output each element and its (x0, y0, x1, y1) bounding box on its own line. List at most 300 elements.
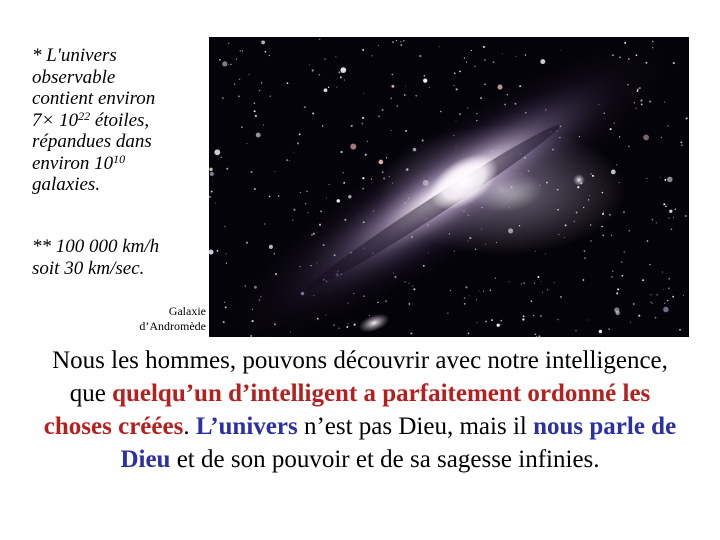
star (405, 130, 407, 132)
star (261, 40, 265, 44)
star (254, 110, 256, 112)
star (289, 160, 290, 161)
star (269, 245, 273, 249)
star (574, 221, 575, 222)
star (410, 332, 412, 334)
star (304, 106, 306, 108)
star (392, 74, 394, 76)
star (539, 335, 541, 337)
star (588, 320, 589, 321)
star (523, 282, 525, 284)
star (392, 41, 394, 43)
star (669, 210, 672, 213)
star (424, 75, 425, 76)
star (335, 56, 336, 57)
star (673, 62, 675, 64)
star (471, 50, 472, 51)
note-line: 7× 10 (32, 109, 79, 131)
star (346, 326, 348, 328)
star (226, 168, 228, 170)
star (397, 105, 399, 107)
star (300, 192, 301, 193)
star (537, 276, 539, 278)
star (293, 152, 294, 153)
star (497, 324, 500, 327)
star (652, 219, 654, 221)
star (261, 82, 262, 83)
emphasis-red-text: quelqu’un d’intelligent a parfaitement ordonné les choses créées (43, 380, 651, 440)
star (619, 182, 620, 183)
star (542, 292, 543, 293)
star (211, 191, 213, 193)
star (390, 97, 392, 99)
star (484, 59, 486, 61)
star (497, 85, 502, 90)
star (525, 54, 526, 55)
star (440, 111, 441, 112)
star (475, 249, 476, 250)
star (224, 302, 225, 303)
star (450, 290, 451, 291)
star (509, 281, 510, 282)
star (623, 211, 625, 213)
note-line: galaxies. (32, 174, 101, 195)
star (565, 224, 567, 226)
star (675, 209, 677, 211)
star (557, 319, 558, 320)
star (340, 67, 346, 73)
star (612, 271, 613, 272)
star (351, 125, 353, 127)
star (259, 90, 261, 92)
star (305, 203, 306, 204)
star (642, 279, 644, 281)
star (238, 96, 240, 98)
star (624, 251, 625, 252)
note-line: étoiles, (90, 109, 150, 131)
star (362, 123, 364, 125)
star (405, 86, 406, 87)
star (342, 172, 344, 174)
star (663, 307, 669, 313)
star (256, 133, 261, 138)
star (496, 242, 497, 243)
star (369, 315, 370, 316)
star (214, 149, 220, 155)
star (409, 303, 411, 305)
star (685, 215, 687, 217)
star (248, 74, 249, 75)
star (616, 164, 617, 165)
star (324, 58, 325, 59)
star (508, 228, 513, 233)
star (412, 285, 413, 286)
star (386, 157, 387, 158)
text-segment: et de son pouvoir et de sa sagesse infinies. (170, 446, 600, 473)
star (602, 213, 604, 215)
star (244, 285, 246, 287)
star (614, 307, 619, 312)
star (413, 288, 415, 290)
star (491, 319, 493, 321)
text-segment: Nous les hommes, pouvons découvrir avec notre intelligence, que (52, 347, 668, 407)
star (269, 55, 270, 56)
star (343, 182, 345, 184)
star (661, 137, 662, 138)
star (423, 78, 427, 82)
satellite-galaxy (356, 310, 392, 336)
star (354, 324, 356, 326)
star (557, 209, 559, 211)
star (564, 237, 565, 238)
star (671, 228, 672, 229)
main-paragraph (40, 344, 680, 476)
star (365, 154, 367, 156)
star (681, 142, 683, 144)
star (336, 87, 337, 88)
star (534, 282, 535, 283)
note-line: * L'univers (32, 45, 117, 66)
star (225, 306, 227, 308)
star (287, 82, 289, 84)
star (611, 170, 616, 175)
star (608, 328, 610, 330)
star (474, 66, 475, 67)
star (602, 235, 604, 237)
star (297, 142, 299, 144)
text-segment: . (183, 413, 196, 440)
star (476, 322, 477, 323)
star (464, 303, 466, 305)
star (429, 87, 430, 88)
star (628, 146, 629, 147)
star (344, 79, 345, 80)
star (622, 275, 623, 276)
star (225, 253, 226, 254)
emphasis-blue-text: L’univers (195, 413, 298, 440)
star (241, 126, 242, 127)
star (240, 50, 242, 52)
star (223, 321, 225, 323)
star (307, 212, 308, 213)
star (247, 143, 248, 144)
star (222, 61, 227, 66)
star (485, 321, 487, 323)
star (372, 55, 373, 56)
star (577, 186, 579, 188)
star (660, 177, 661, 178)
speed-note (32, 236, 212, 279)
star (672, 296, 674, 298)
star (476, 299, 477, 300)
star (367, 141, 368, 142)
star (495, 278, 496, 279)
universe-stars-note (32, 45, 212, 196)
star (362, 49, 364, 51)
star (209, 250, 213, 255)
star (673, 217, 674, 218)
star (681, 144, 682, 145)
star (643, 134, 649, 140)
star (611, 276, 613, 278)
star (466, 62, 467, 63)
star (533, 315, 534, 316)
star (363, 93, 364, 94)
star (228, 43, 229, 44)
star (668, 288, 669, 289)
star (559, 234, 560, 235)
star (683, 295, 684, 296)
star (502, 53, 503, 54)
star (468, 333, 470, 335)
star (536, 336, 537, 337)
star (465, 286, 467, 288)
star (419, 55, 421, 57)
andromeda-galaxy-photo (209, 37, 689, 337)
note-line: soit 30 km/sec. (32, 257, 145, 279)
star (523, 315, 525, 317)
star (591, 173, 592, 174)
note-line: ** 100 000 km/h (32, 236, 160, 257)
star (222, 97, 223, 98)
star (385, 300, 387, 302)
star (590, 240, 592, 242)
star (584, 257, 586, 259)
star (652, 303, 653, 304)
star (274, 171, 275, 172)
star (656, 222, 657, 223)
star (679, 329, 681, 331)
note-line: environ 10 (32, 152, 114, 174)
star (483, 290, 484, 291)
star (378, 45, 379, 46)
star (540, 315, 542, 317)
star (391, 85, 394, 88)
star (254, 188, 256, 190)
star (662, 272, 663, 273)
star (647, 240, 649, 242)
star (338, 71, 340, 73)
image-caption (110, 304, 206, 334)
star (638, 315, 640, 317)
star (263, 124, 264, 125)
star (293, 209, 295, 211)
star (255, 115, 257, 117)
note-line: contient environ (32, 88, 156, 109)
star (230, 64, 232, 66)
star (560, 50, 561, 51)
satellite-galaxy (573, 174, 585, 186)
star (485, 46, 486, 47)
star (599, 330, 602, 333)
star (400, 41, 402, 43)
star (629, 230, 631, 232)
star (557, 189, 559, 191)
star (575, 330, 576, 331)
star (469, 295, 470, 296)
star (519, 225, 520, 226)
star (219, 59, 221, 61)
star (617, 288, 619, 290)
star (609, 214, 610, 215)
star (667, 177, 673, 183)
star (309, 64, 310, 65)
star (490, 289, 492, 291)
star (601, 226, 603, 228)
star (447, 313, 448, 314)
star (339, 328, 340, 329)
star (246, 242, 248, 244)
star (382, 109, 384, 111)
star (611, 235, 612, 236)
star (619, 136, 620, 137)
star (664, 102, 665, 103)
star (221, 157, 222, 158)
star (319, 39, 320, 40)
star (328, 87, 329, 88)
caption-line: d’Andromède (139, 319, 206, 333)
star (464, 297, 465, 298)
caption-line: Galaxie (168, 304, 206, 318)
star (530, 300, 532, 302)
star (312, 112, 314, 114)
star (239, 79, 240, 80)
star (215, 203, 216, 204)
galaxy-illustration (209, 37, 689, 337)
star (547, 289, 548, 290)
star (242, 50, 243, 51)
star (226, 263, 227, 264)
star (583, 279, 585, 281)
star (286, 159, 288, 161)
star (535, 333, 537, 335)
star (326, 198, 327, 199)
star (453, 85, 454, 86)
star (396, 40, 397, 41)
text-segment: n’est pas Dieu, mais il (297, 413, 534, 440)
star (209, 196, 211, 198)
star (554, 282, 555, 283)
star (664, 302, 665, 303)
star (667, 300, 668, 301)
star (454, 72, 456, 74)
star (340, 151, 342, 153)
star (501, 324, 502, 325)
star (521, 283, 522, 284)
star (464, 57, 465, 58)
star (209, 168, 212, 171)
star (324, 88, 328, 92)
star (340, 76, 342, 78)
star (592, 175, 594, 177)
star (329, 184, 330, 185)
star (404, 94, 406, 96)
star (439, 46, 440, 47)
star (535, 251, 536, 252)
star (265, 51, 267, 53)
star (649, 264, 650, 265)
star (322, 125, 323, 126)
star (350, 144, 356, 150)
star (650, 294, 651, 295)
star (467, 107, 468, 108)
star (621, 261, 622, 262)
star (362, 117, 364, 119)
star (403, 40, 405, 42)
star (500, 320, 502, 322)
star (485, 244, 486, 245)
star (633, 303, 635, 305)
star (652, 41, 654, 43)
star (390, 130, 391, 131)
star (665, 206, 667, 208)
note-line: répandues dans (32, 131, 152, 152)
star (667, 125, 668, 126)
star (668, 278, 670, 280)
star (264, 223, 265, 224)
exponent: 10 (113, 151, 126, 166)
star (333, 324, 334, 325)
star (306, 191, 308, 193)
star (663, 289, 664, 290)
star (228, 64, 229, 65)
star (212, 181, 213, 182)
star (545, 254, 546, 255)
star (646, 178, 647, 179)
star (379, 160, 384, 165)
emphasis-blue-text: nous parle de Dieu (120, 413, 677, 473)
star (270, 96, 271, 97)
star (663, 203, 665, 205)
star (484, 83, 485, 84)
star (479, 291, 480, 292)
star (459, 71, 461, 73)
star (584, 250, 586, 252)
star (541, 281, 542, 282)
star (516, 56, 517, 57)
star (480, 97, 482, 99)
star (312, 69, 314, 71)
exponent: 22 (78, 108, 91, 123)
star (583, 207, 584, 208)
star (664, 179, 666, 181)
star (576, 212, 578, 214)
star (254, 102, 255, 103)
star (602, 192, 604, 194)
star (377, 302, 378, 303)
star (589, 195, 590, 196)
star (236, 59, 237, 60)
star (522, 318, 524, 320)
star (224, 226, 225, 227)
star (590, 224, 591, 225)
star (657, 294, 658, 295)
star (655, 317, 657, 319)
star (630, 322, 631, 323)
star (540, 59, 545, 64)
star (347, 323, 348, 324)
star (210, 172, 214, 176)
star (456, 88, 458, 90)
star (493, 61, 495, 63)
star (251, 171, 253, 173)
star (588, 199, 589, 200)
note-line: observable (32, 66, 116, 88)
star (269, 196, 271, 198)
star (400, 44, 402, 46)
star (299, 133, 301, 135)
star (319, 74, 321, 76)
